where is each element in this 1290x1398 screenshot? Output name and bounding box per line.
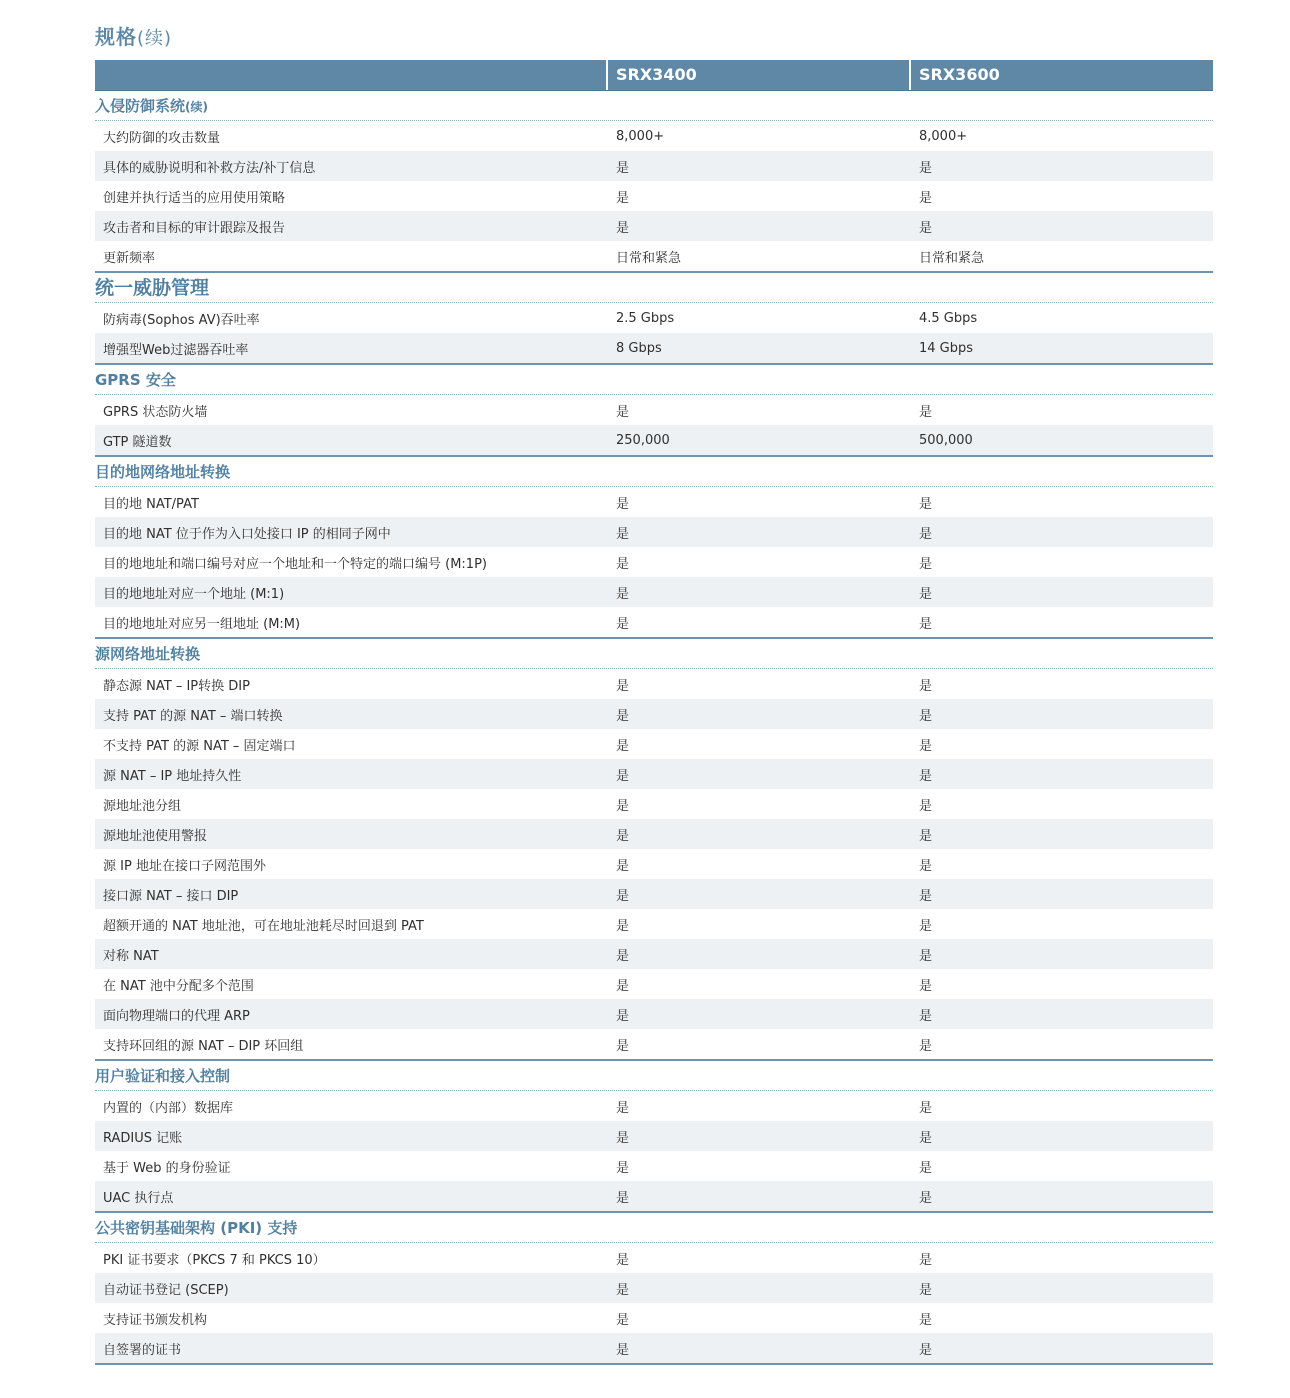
srx3600-value-cell: 8,000+ — [919, 128, 968, 144]
section-heading-text: 入侵防御系统 — [95, 97, 186, 115]
feature-cell: GTP 隧道数 — [103, 434, 172, 450]
section-heading-suffix: (续) — [185, 100, 208, 114]
srx3600-value-cell: 是 — [919, 1100, 933, 1116]
section-heading-text: 统一威胁管理 — [95, 277, 210, 299]
table-header — [95, 60, 1213, 91]
header-model-srx3400: SRX3400 — [606, 60, 909, 90]
header-feature-cell — [95, 60, 606, 90]
feature-cell: 超额开通的 NAT 地址池，可在地址池耗尽时回退到 PAT — [103, 918, 424, 934]
table-row — [95, 121, 1213, 151]
table-row — [95, 1273, 1213, 1303]
srx3600-value-cell: 4.5 Gbps — [919, 310, 978, 326]
srx3400-value-cell: 2.5 Gbps — [616, 310, 675, 326]
table-row — [95, 729, 1213, 759]
section-group — [95, 457, 1213, 639]
section-heading-text: 公共密钥基础架构 (PKI) 支持 — [95, 1219, 298, 1237]
page-title-suffix: (续) — [137, 28, 173, 49]
feature-cell: 大约防御的攻击数量 — [103, 130, 221, 146]
srx3600-value-cell: 是 — [919, 1008, 933, 1024]
srx3600-value-cell: 是 — [919, 496, 933, 512]
srx3400-value-cell: 是 — [616, 1130, 630, 1146]
feature-cell: UAC 执行点 — [103, 1190, 174, 1206]
srx3600-value-cell: 是 — [919, 1038, 933, 1054]
feature-cell: 不支持 PAT 的源 NAT – 固定端口 — [103, 738, 296, 754]
feature-cell: 目的地 NAT/PAT — [103, 496, 199, 512]
srx3600-value-cell: 是 — [919, 1252, 933, 1268]
srx3400-value-cell: 是 — [616, 1100, 630, 1116]
feature-cell: 自签署的证书 — [103, 1342, 182, 1358]
section-group — [95, 273, 1213, 365]
srx3400-value-cell: 8 Gbps — [616, 340, 662, 356]
srx3400-value-cell: 是 — [616, 858, 630, 874]
srx3400-value-cell: 是 — [616, 1312, 630, 1328]
feature-cell: 面向物理端口的代理 ARP — [103, 1008, 250, 1024]
srx3600-value-cell: 是 — [919, 404, 933, 420]
feature-cell: 源地址池分组 — [103, 798, 182, 814]
feature-cell: 具体的威胁说明和补救方法/补丁信息 — [103, 160, 316, 176]
section-group — [95, 1213, 1213, 1365]
srx3600-value-cell: 是 — [919, 1190, 933, 1206]
feature-cell: 攻击者和目标的审计跟踪及报告 — [103, 220, 286, 236]
srx3600-value-cell: 是 — [919, 1342, 933, 1358]
feature-cell: 基于 Web 的身份验证 — [103, 1160, 231, 1176]
feature-cell: 目的地地址对应另一组地址 (M:M) — [103, 616, 301, 632]
table-row — [95, 909, 1213, 939]
section-heading — [95, 273, 1213, 303]
srx3400-value-cell: 是 — [616, 1342, 630, 1358]
feature-cell: 目的地地址和端口编号对应一个地址和一个特定的端口编号 (M:1P) — [103, 556, 487, 572]
table-row — [95, 517, 1213, 547]
feature-cell: 源 NAT – IP 地址持久性 — [103, 768, 242, 784]
table-row — [95, 241, 1213, 271]
header-model-srx3600: SRX3600 — [909, 60, 1213, 90]
table-row — [95, 789, 1213, 819]
section-heading-text: 源网络地址转换 — [95, 645, 201, 663]
section-heading — [95, 639, 1213, 669]
feature-cell: 内置的（内部）数据库 — [103, 1100, 234, 1116]
srx3600-value-cell: 是 — [919, 708, 933, 724]
table-row — [95, 487, 1213, 517]
srx3400-value-cell: 是 — [616, 220, 630, 236]
feature-cell: 创建并执行适当的应用使用策略 — [103, 190, 286, 206]
feature-cell: 支持环回组的源 NAT – DIP 环回组 — [103, 1038, 304, 1054]
srx3600-value-cell: 是 — [919, 1312, 933, 1328]
srx3400-value-cell: 是 — [616, 798, 630, 814]
page-title — [95, 20, 172, 54]
table-row — [95, 1029, 1213, 1059]
srx3600-value-cell: 是 — [919, 978, 933, 994]
srx3400-value-cell: 是 — [616, 160, 630, 176]
srx3600-value-cell: 是 — [919, 888, 933, 904]
feature-cell: 目的地地址对应一个地址 (M:1) — [103, 586, 285, 602]
table-row — [95, 181, 1213, 211]
srx3400-value-cell: 是 — [616, 1252, 630, 1268]
feature-cell: 源 IP 地址在接口子网范围外 — [103, 858, 266, 874]
srx3600-value-cell: 是 — [919, 768, 933, 784]
srx3400-value-cell: 是 — [616, 738, 630, 754]
section-group — [95, 1061, 1213, 1213]
srx3600-value-cell: 是 — [919, 1130, 933, 1146]
table-row — [95, 849, 1213, 879]
section-heading-text: 目的地网络地址转换 — [95, 463, 231, 481]
srx3400-value-cell: 是 — [616, 1190, 630, 1206]
section-heading — [95, 365, 1213, 395]
srx3600-value-cell: 日常和紧急 — [919, 250, 985, 266]
table-row — [95, 151, 1213, 181]
srx3400-value-cell: 是 — [616, 1282, 630, 1298]
table-row — [95, 1181, 1213, 1211]
srx3600-value-cell: 是 — [919, 526, 933, 542]
table-row — [95, 211, 1213, 241]
section-heading — [95, 1061, 1213, 1091]
srx3600-value-cell: 500,000 — [919, 432, 973, 448]
srx3600-value-cell: 是 — [919, 948, 933, 964]
srx3600-value-cell: 是 — [919, 586, 933, 602]
section-heading-text: 用户验证和接入控制 — [95, 1067, 231, 1085]
feature-cell: 在 NAT 池中分配多个范围 — [103, 978, 254, 994]
srx3400-value-cell: 是 — [616, 768, 630, 784]
table-row — [95, 939, 1213, 969]
table-row — [95, 1091, 1213, 1121]
srx3400-value-cell: 是 — [616, 556, 630, 572]
spec-table — [95, 60, 1213, 1365]
table-row — [95, 1333, 1213, 1363]
srx3400-value-cell: 是 — [616, 918, 630, 934]
table-row — [95, 999, 1213, 1029]
feature-cell: GPRS 状态防火墙 — [103, 404, 208, 420]
srx3400-value-cell: 8,000+ — [616, 128, 665, 144]
feature-cell: 更新频率 — [103, 250, 156, 266]
feature-cell: 源地址池使用警报 — [103, 828, 208, 844]
page-title-text: 规格 — [95, 25, 137, 49]
feature-cell: RADIUS 记账 — [103, 1130, 183, 1146]
table-row — [95, 1121, 1213, 1151]
feature-cell: PKI 证书要求（PKCS 7 和 PKCS 10） — [103, 1252, 326, 1268]
srx3600-value-cell: 是 — [919, 556, 933, 572]
feature-cell: 目的地 NAT 位于作为入口处接口 IP 的相同子网中 — [103, 526, 391, 542]
table-row — [95, 547, 1213, 577]
srx3400-value-cell: 是 — [616, 496, 630, 512]
srx3600-value-cell: 是 — [919, 858, 933, 874]
table-row — [95, 395, 1213, 425]
feature-cell: 防病毒(Sophos AV)吞吐率 — [103, 312, 260, 328]
srx3400-value-cell: 是 — [616, 404, 630, 420]
srx3400-value-cell: 是 — [616, 1008, 630, 1024]
section-group — [95, 91, 1213, 273]
table-row — [95, 303, 1213, 333]
feature-cell: 自动证书登记 (SCEP) — [103, 1282, 229, 1298]
srx3400-value-cell: 是 — [616, 1038, 630, 1054]
srx3400-value-cell: 是 — [616, 586, 630, 602]
table-row — [95, 759, 1213, 789]
feature-cell: 增强型Web过滤器吞吐率 — [103, 342, 249, 358]
table-row — [95, 577, 1213, 607]
section-heading — [95, 1213, 1213, 1243]
srx3600-value-cell: 是 — [919, 678, 933, 694]
table-row — [95, 1243, 1213, 1273]
srx3400-value-cell: 是 — [616, 616, 630, 632]
srx3600-value-cell: 是 — [919, 1160, 933, 1176]
srx3600-value-cell: 是 — [919, 190, 933, 206]
srx3600-value-cell: 是 — [919, 918, 933, 934]
table-row — [95, 333, 1213, 363]
section-heading-text: GPRS 安全 — [95, 371, 176, 389]
table-sections — [95, 91, 1213, 1365]
srx3600-value-cell: 是 — [919, 798, 933, 814]
srx3400-value-cell: 是 — [616, 526, 630, 542]
feature-cell: 对称 NAT — [103, 948, 159, 964]
feature-cell: 支持证书颁发机构 — [103, 1312, 208, 1328]
feature-cell: 接口源 NAT – 接口 DIP — [103, 888, 239, 904]
feature-cell: 静态源 NAT – IP转换 DIP — [103, 678, 250, 694]
srx3600-value-cell: 是 — [919, 616, 933, 632]
table-row — [95, 1303, 1213, 1333]
srx3400-value-cell: 日常和紧急 — [616, 250, 682, 266]
srx3400-value-cell: 是 — [616, 888, 630, 904]
section-group — [95, 365, 1213, 457]
section-group — [95, 639, 1213, 1061]
srx3400-value-cell: 是 — [616, 1160, 630, 1176]
srx3400-value-cell: 是 — [616, 978, 630, 994]
srx3400-value-cell: 是 — [616, 948, 630, 964]
srx3400-value-cell: 250,000 — [616, 432, 670, 448]
section-heading — [95, 91, 1213, 121]
table-row — [95, 879, 1213, 909]
srx3400-value-cell: 是 — [616, 678, 630, 694]
srx3400-value-cell: 是 — [616, 190, 630, 206]
srx3600-value-cell: 是 — [919, 1282, 933, 1298]
table-row — [95, 607, 1213, 637]
srx3400-value-cell: 是 — [616, 828, 630, 844]
section-heading — [95, 457, 1213, 487]
srx3600-value-cell: 14 Gbps — [919, 340, 974, 356]
srx3600-value-cell: 是 — [919, 738, 933, 754]
table-row — [95, 669, 1213, 699]
srx3600-value-cell: 是 — [919, 220, 933, 236]
table-row — [95, 699, 1213, 729]
table-row — [95, 969, 1213, 999]
srx3600-value-cell: 是 — [919, 828, 933, 844]
srx3600-value-cell: 是 — [919, 160, 933, 176]
table-row — [95, 1151, 1213, 1181]
srx3400-value-cell: 是 — [616, 708, 630, 724]
feature-cell: 支持 PAT 的源 NAT – 端口转换 — [103, 708, 283, 724]
table-row — [95, 425, 1213, 455]
table-row — [95, 819, 1213, 849]
